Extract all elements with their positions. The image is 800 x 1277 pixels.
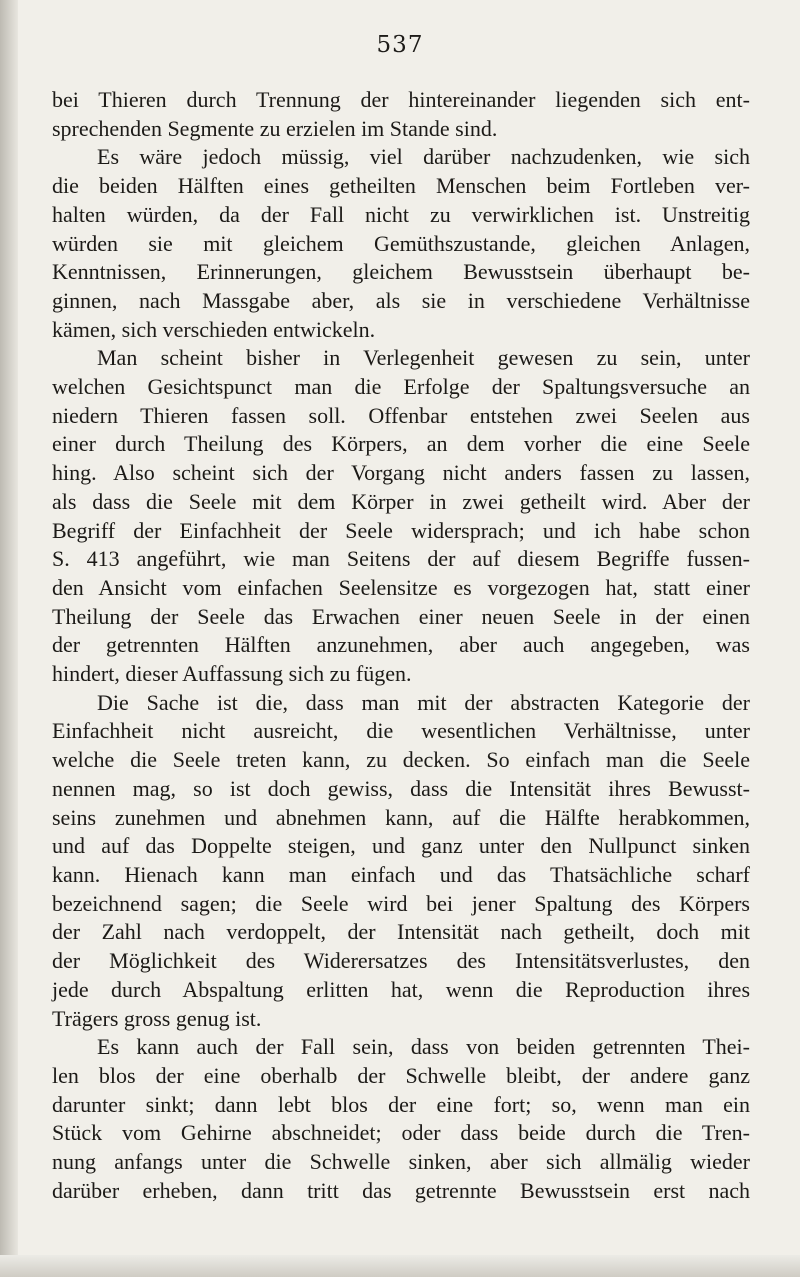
text-line: Theilung der Seele das Erwachen einer neuen Seele in der einen xyxy=(52,603,750,629)
text-line: nennen mag, so ist doch gewiss, dass die Intensität ihres Bewusst- xyxy=(52,775,750,801)
text-line: Trägers gross genug ist. xyxy=(52,1005,262,1031)
text-line: Einfachheit nicht ausreicht, die wesentlichen Verhältnisse, unter xyxy=(52,718,750,744)
text-line: ginnen, nach Massgabe aber, als sie in verschiedene Verhältnisse xyxy=(52,287,750,313)
page-number: 537 xyxy=(376,32,424,58)
page-left-edge xyxy=(0,0,18,1277)
text-line: welche die Seele treten kann, zu decken. So einfach man die Seele xyxy=(52,747,750,773)
text-line: kämen, sich verschieden entwickeln. xyxy=(52,316,376,342)
text-line: Es kann auch der Fall sein, dass von beiden getrennten Thei- xyxy=(97,1034,750,1060)
text-line: Die Sache ist die, dass man mit der abstracten Kategorie der xyxy=(97,689,750,715)
text-line: Kenntnissen, Erinnerungen, gleichem Bewusstsein überhaupt be- xyxy=(52,259,750,285)
text-line: halten würden, da der Fall nicht zu verwirklichen ist. Unstreitig xyxy=(52,201,750,227)
text-line: Es wäre jedoch müssig, viel darüber nachzudenken, wie sich xyxy=(97,144,750,170)
text-line: Begriff der Einfachheit der Seele widersprach; und ich habe schon xyxy=(52,517,750,543)
text-line: sprechenden Segmente zu erzielen im Stande sind. xyxy=(52,115,498,141)
text-line: welchen Gesichtspunct man die Erfolge der Spaltungsversuche an xyxy=(52,374,750,400)
text-line: bei Thieren durch Trennung der hintereinander liegenden sich ent- xyxy=(52,87,750,112)
text-line: darunter sinkt; dann lebt blos der eine fort; so, wenn man ein xyxy=(52,1091,750,1117)
text-line: seins zunehmen und abnehmen kann, auf die Hälfte herabkommen, xyxy=(52,804,750,830)
text-line: der Zahl nach verdoppelt, der Intensität nach getheilt, doch mit xyxy=(52,919,750,945)
text-line: hing. Also scheint sich der Vorgang nicht anders fassen zu lassen, xyxy=(52,460,750,486)
text-line: hindert, dieser Auffassung sich zu fügen. xyxy=(52,661,412,687)
text-line: Stück vom Gehirne abschneidet; oder dass beide durch die Tren- xyxy=(52,1120,750,1146)
text-line: kann. Hienach kann man einfach und das Thatsächliche scharf xyxy=(52,861,750,887)
text-line: darüber erheben, dann tritt das getrennte Bewusstsein erst nach xyxy=(52,1177,750,1203)
text-line: einer durch Theilung des Körpers, an dem vorher die eine Seele xyxy=(52,431,750,457)
text-line: len blos der eine oberhalb der Schwelle bleibt, der andere ganz xyxy=(52,1062,750,1088)
text-line: die beiden Hälften eines getheilten Menschen beim Fortleben ver- xyxy=(52,173,750,199)
text-line: nung anfangs unter die Schwelle sinken, aber sich allmälig wieder xyxy=(52,1149,750,1175)
text-line: S. 413 angeführt, wie man Seitens der auf diesem Begriffe fussen- xyxy=(52,546,750,572)
text-line: jede durch Abspaltung erlitten hat, wenn die Reproduction ihres xyxy=(52,976,750,1002)
text-line: der Möglichkeit des Widerersatzes des Intensitätsverlustes, den xyxy=(52,948,750,974)
text-line: als dass die Seele mit dem Körper in zwei getheilt wird. Aber der xyxy=(52,488,750,514)
text-line: den Ansicht vom einfachen Seelensitze es vorgezogen hat, statt einer xyxy=(52,574,750,600)
text-line: Man scheint bisher in Verlegenheit gewesen zu sein, unter xyxy=(97,345,750,371)
page-bottom-edge xyxy=(0,1255,800,1277)
text-line: bezeichnend sagen; die Seele wird bei jener Spaltung des Körpers xyxy=(52,890,750,916)
text-line: würden sie mit gleichem Gemüthszustande, gleichen Anlagen, xyxy=(52,230,750,256)
text-line: der getrennten Hälften anzunehmen, aber auch angegeben, was xyxy=(52,632,750,658)
body-text xyxy=(52,86,750,1205)
text-line: niedern Thieren fassen soll. Offenbar entstehen zwei Seelen aus xyxy=(52,402,750,428)
text-line: und auf das Doppelte steigen, und ganz unter den Nullpunct sinken xyxy=(52,833,750,859)
